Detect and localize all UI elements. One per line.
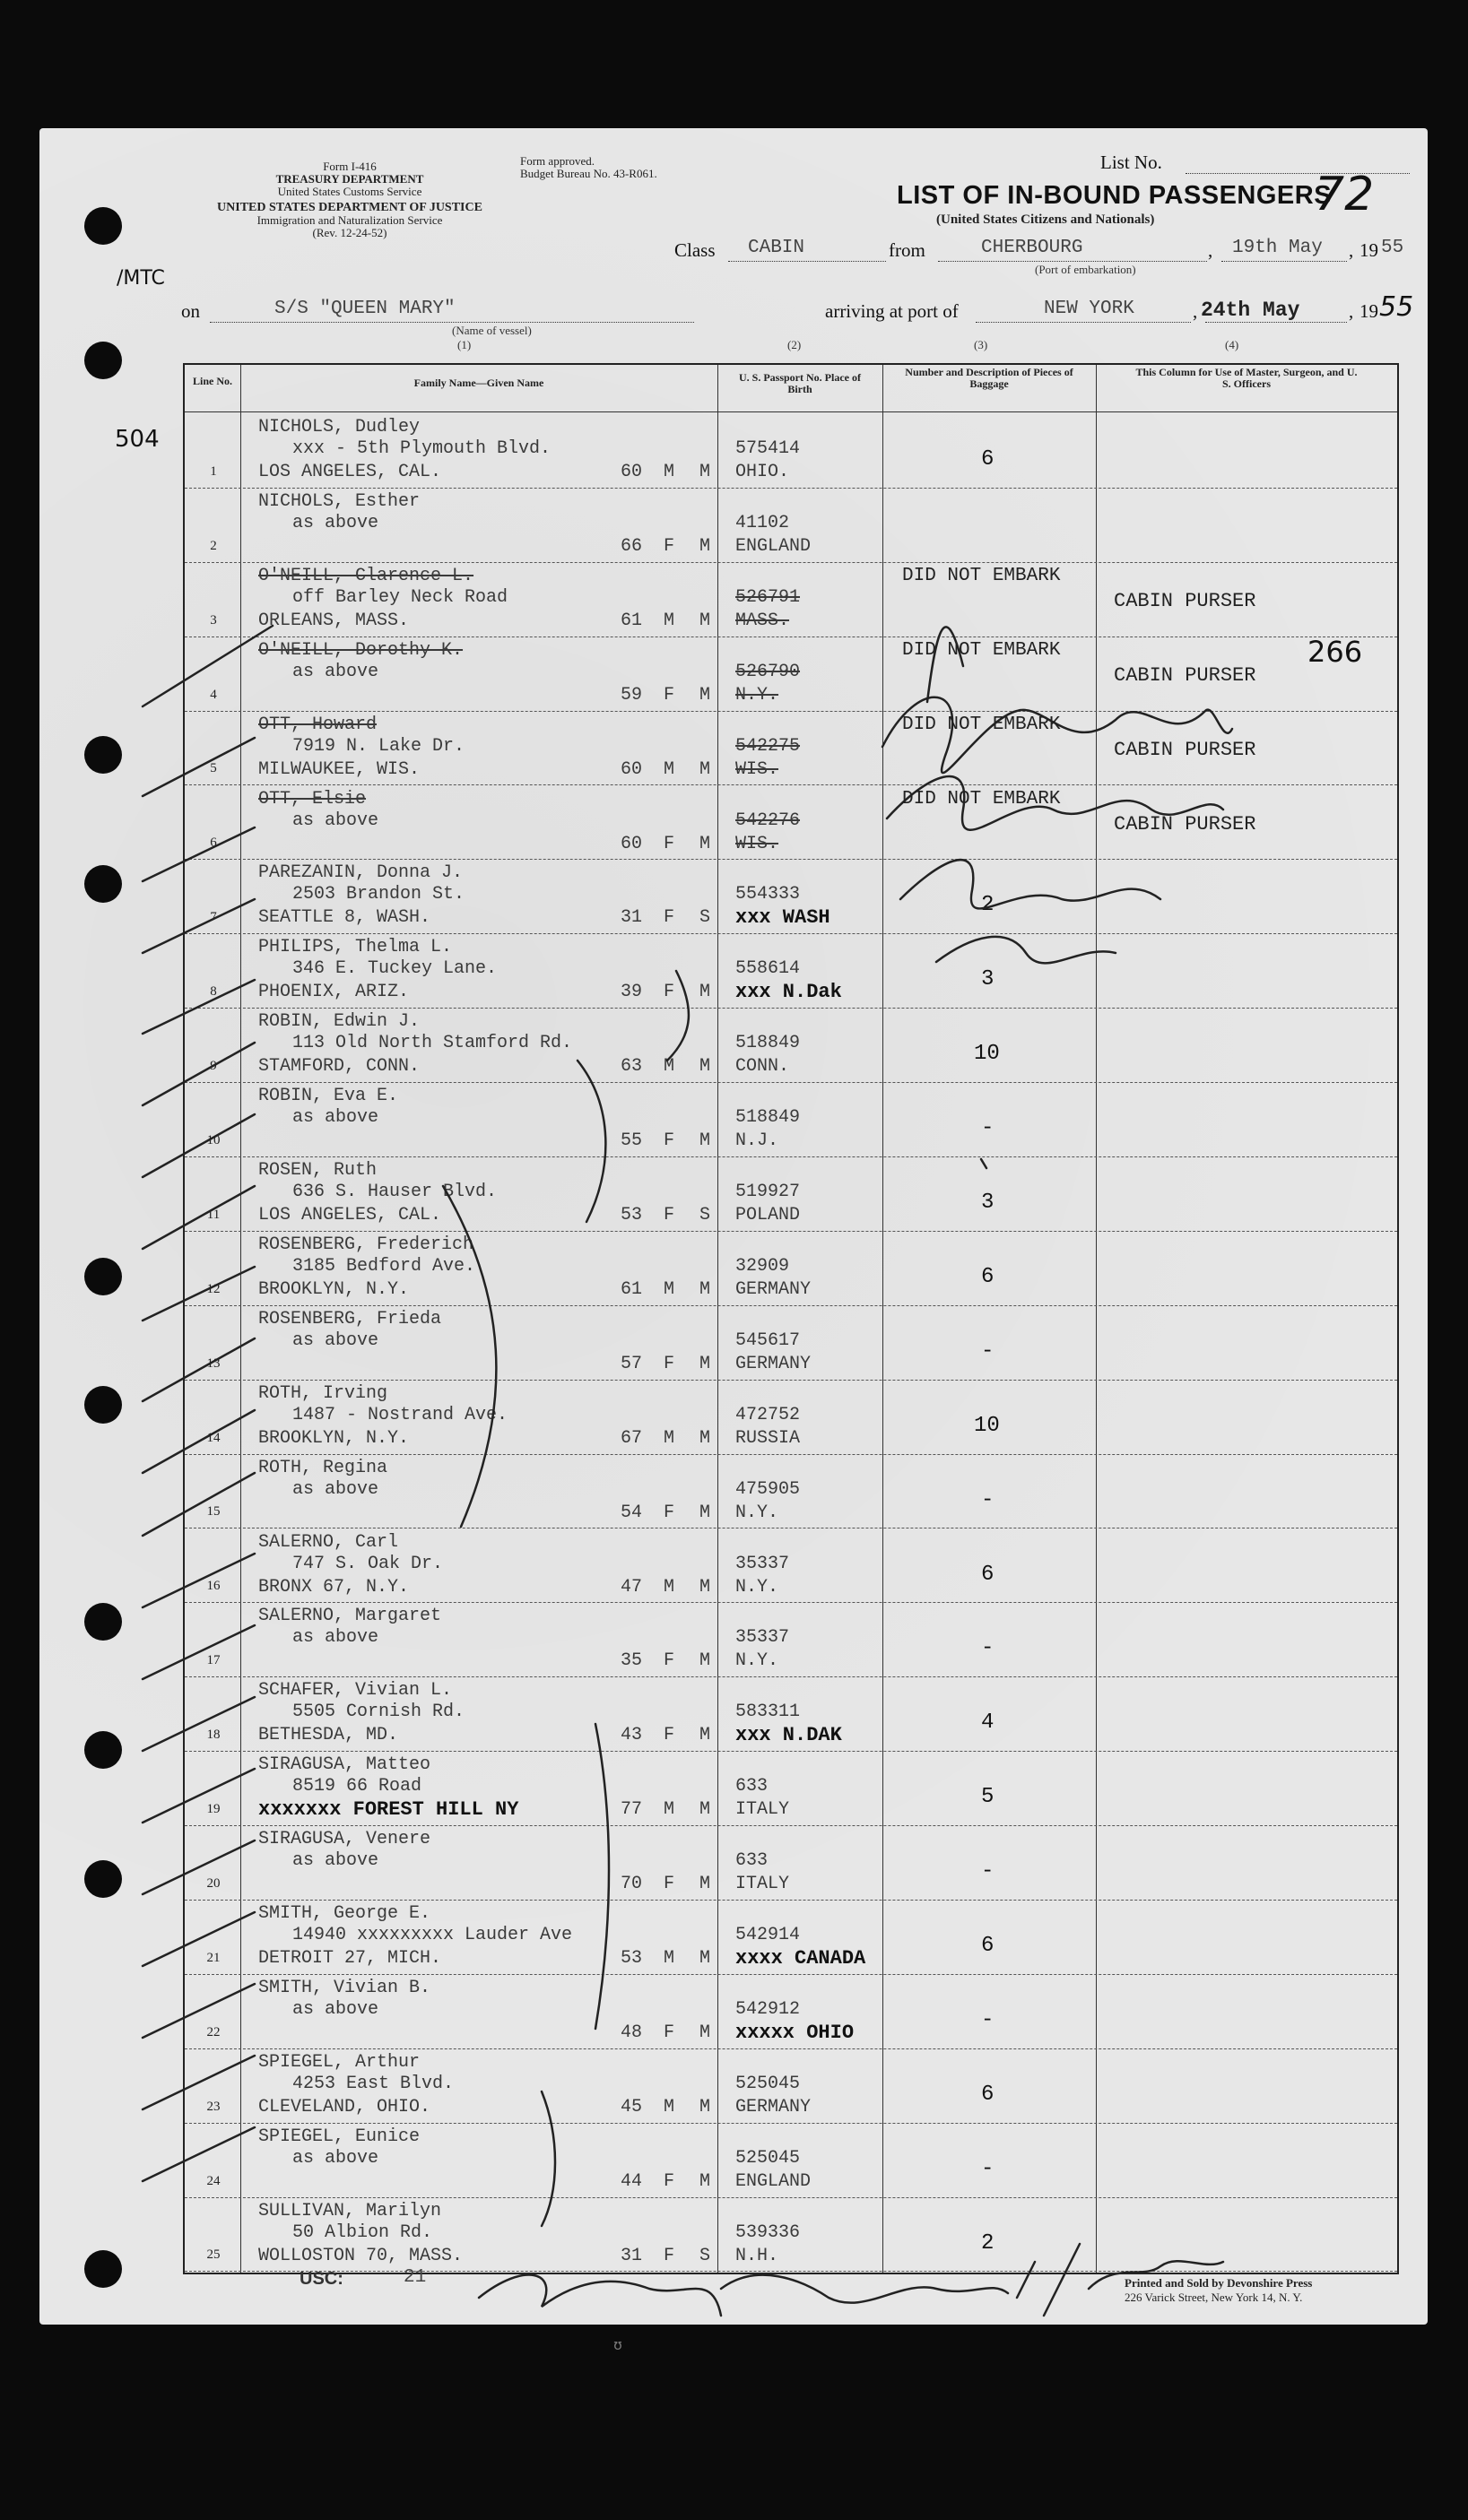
place-of-birth: MASS. bbox=[735, 610, 790, 631]
baggage-note: DID NOT EMBARK bbox=[902, 639, 1061, 661]
address-line-1: as above bbox=[292, 1478, 379, 1500]
ins-service: Immigration and Naturalization Service bbox=[256, 213, 443, 227]
passport-number: 35337 bbox=[735, 1553, 790, 1574]
passenger-name: NICHOLS, Esther bbox=[258, 490, 421, 512]
passenger-name: O'NEILL, Clarence L. bbox=[258, 565, 474, 586]
baggage-count: 6 bbox=[981, 1562, 995, 1587]
line-number: 13 bbox=[206, 1355, 221, 1371]
col-head-officers: This Column for Use of Master, Surgeon, and U. S. Officers bbox=[1135, 366, 1358, 390]
line-number: 25 bbox=[206, 2247, 221, 2263]
sex: F bbox=[664, 1130, 675, 1152]
address-line-2: xxxxxxx FOREST HILL NY bbox=[258, 1798, 519, 1822]
usc-value: 21 bbox=[404, 2267, 427, 2288]
sex: M bbox=[664, 1278, 675, 1300]
address-line-1: as above bbox=[292, 2147, 379, 2169]
address-line-1: 50 Albion Rd. bbox=[292, 2221, 433, 2243]
line-number: 11 bbox=[206, 1207, 221, 1222]
passenger-name: SPIEGEL, Eunice bbox=[258, 2126, 421, 2147]
baggage-count: - bbox=[981, 2156, 995, 2181]
address-line-2: BRONX 67, N.Y. bbox=[258, 1576, 410, 1598]
age: 45 bbox=[621, 2096, 643, 2117]
place-of-birth: ENGLAND bbox=[735, 2170, 812, 2192]
from-value: CHERBOURG bbox=[981, 238, 1083, 258]
marital-status: M bbox=[699, 1650, 711, 1672]
age: 60 bbox=[621, 462, 643, 482]
col-marker-2: (2) bbox=[787, 338, 802, 351]
line-number: 4 bbox=[210, 687, 217, 702]
baggage-count: - bbox=[981, 1487, 995, 1512]
depart-year-prefix: 19 bbox=[1359, 239, 1378, 261]
line-number: 1 bbox=[210, 463, 217, 479]
baggage-count: - bbox=[981, 1859, 995, 1884]
budget-bureau: Budget Bureau No. 43-R061. bbox=[520, 167, 657, 180]
passenger-name: ROSEN, Ruth bbox=[258, 1160, 378, 1181]
document-title: LIST OF IN-BOUND PASSENGERS bbox=[897, 181, 1333, 210]
arriving-label: arriving at port of bbox=[825, 300, 959, 322]
passport-number: 41102 bbox=[735, 512, 790, 533]
address-line-1: 3185 Bedford Ave. bbox=[292, 1255, 476, 1277]
address-line-2: DETROIT 27, MICH. bbox=[258, 1948, 442, 1969]
revision-date: (Rev. 12-24-52) bbox=[312, 226, 387, 239]
sex: M bbox=[664, 1948, 675, 1969]
passport-number: 583311 bbox=[735, 1702, 801, 1723]
form-approved: Form approved. bbox=[520, 154, 595, 168]
treasury-department: TREASURY DEPARTMENT bbox=[275, 172, 424, 186]
printer-line-2: 226 Varick Street, New York 14, N. Y. bbox=[1125, 2291, 1303, 2304]
place-of-birth: POLAND bbox=[735, 1205, 801, 1225]
passport-number: 525045 bbox=[735, 2147, 801, 2169]
marital-status: M bbox=[699, 2022, 711, 2043]
passenger-name: NICHOLS, Dudley bbox=[258, 417, 421, 437]
address-line-2: BETHESDA, MD. bbox=[258, 1725, 399, 1746]
line-number: 7 bbox=[210, 910, 217, 925]
on-label: on bbox=[181, 300, 200, 322]
age: 60 bbox=[621, 833, 643, 854]
place-of-birth: xxx N.DAK bbox=[735, 1724, 842, 1747]
sex: M bbox=[664, 758, 675, 780]
age: 44 bbox=[621, 2170, 643, 2192]
place-of-birth: N.Y. bbox=[735, 684, 779, 706]
address-line-2: STAMFORD, CONN. bbox=[258, 1056, 421, 1078]
address-line-2: PHOENIX, ARIZ. bbox=[258, 982, 410, 1003]
sex: F bbox=[664, 1874, 675, 1895]
marital-status: M bbox=[699, 1427, 711, 1449]
address-line-1: 1487 - Nostrand Ave. bbox=[292, 1404, 508, 1425]
sex: M bbox=[664, 2096, 675, 2117]
sex: M bbox=[664, 462, 675, 482]
comma: , bbox=[1349, 300, 1354, 322]
place-of-birth: N.Y. bbox=[735, 1576, 779, 1598]
age: 59 bbox=[621, 684, 643, 706]
baggage-count: 4 bbox=[981, 1710, 995, 1736]
passport-number: 526790 bbox=[735, 661, 801, 682]
line-number: 5 bbox=[210, 761, 217, 776]
passenger-name: SIRAGUSA, Matteo bbox=[258, 1754, 431, 1776]
passenger-name: SCHAFER, Vivian L. bbox=[258, 1680, 453, 1702]
address-line-1: 8519 66 Road bbox=[292, 1776, 422, 1797]
from-label: from bbox=[889, 239, 925, 261]
marital-status: M bbox=[699, 2096, 711, 2117]
passenger-name: SMITH, George E. bbox=[258, 1903, 431, 1924]
customs-service: United States Customs Service bbox=[277, 185, 422, 198]
passenger-name: PHILIPS, Thelma L. bbox=[258, 937, 453, 958]
place-of-birth: ENGLAND bbox=[735, 535, 812, 557]
line-number: 15 bbox=[206, 1504, 221, 1520]
marital-status: S bbox=[699, 1205, 711, 1225]
place-of-birth: ITALY bbox=[735, 1874, 790, 1895]
list-number: 72 bbox=[1315, 168, 1375, 221]
age: 54 bbox=[621, 1502, 643, 1523]
passport-number: 518849 bbox=[735, 1033, 801, 1054]
col-marker-4: (4) bbox=[1225, 338, 1239, 351]
officer-remark: CABIN PURSER bbox=[1114, 663, 1256, 687]
line-number: 23 bbox=[206, 2099, 221, 2114]
arrival-date: 24th May bbox=[1201, 299, 1300, 322]
baggage-count: - bbox=[981, 1116, 995, 1141]
marital-status: M bbox=[699, 462, 711, 482]
list-no-label: List No. bbox=[1100, 152, 1162, 173]
sex: F bbox=[664, 1725, 675, 1746]
address-line-1: xxx - 5th Plymouth Blvd. bbox=[292, 438, 552, 459]
age: 57 bbox=[621, 1353, 643, 1374]
passport-number: 554333 bbox=[735, 884, 801, 905]
baggage-count: 10 bbox=[974, 1042, 1000, 1067]
address-line-2: LOS ANGELES, CAL. bbox=[258, 1205, 442, 1225]
passport-number: 525045 bbox=[735, 2073, 801, 2094]
port-embarkation-caption: (Port of embarkation) bbox=[1035, 263, 1136, 276]
line-number: 10 bbox=[206, 1132, 221, 1147]
passenger-name: ROSENBERG, Frederich bbox=[258, 1234, 474, 1255]
class-label: Class bbox=[674, 239, 716, 261]
address-line-2: BROOKLYN, N.Y. bbox=[258, 1278, 410, 1300]
address-line-1: as above bbox=[292, 810, 379, 831]
address-line-1: as above bbox=[292, 661, 379, 682]
sex: F bbox=[664, 684, 675, 706]
address-line-1: 14940 xxxxxxxxx Lauder Ave bbox=[292, 1925, 573, 1945]
place-of-birth: CONN. bbox=[735, 1056, 790, 1078]
hand-number: 266 bbox=[1307, 635, 1363, 669]
line-number: 22 bbox=[206, 2024, 221, 2039]
address-line-2: ORLEANS, MASS. bbox=[258, 610, 410, 631]
place-of-birth: GERMANY bbox=[735, 1278, 812, 1300]
line-number: 24 bbox=[206, 2173, 221, 2188]
sex: F bbox=[664, 2022, 675, 2043]
line-number: 21 bbox=[206, 1950, 221, 1965]
age: 66 bbox=[621, 535, 643, 557]
baggage-count: 2 bbox=[981, 893, 995, 918]
age: 39 bbox=[621, 982, 643, 1003]
passport-number: 545617 bbox=[735, 1329, 801, 1351]
place-of-birth: N.J. bbox=[735, 1130, 779, 1152]
age: 43 bbox=[621, 1725, 643, 1746]
baggage-count: 2 bbox=[981, 2230, 995, 2256]
baggage-count: 10 bbox=[974, 1413, 1000, 1438]
place-of-birth: WIS. bbox=[735, 833, 779, 854]
passport-number: 472752 bbox=[735, 1404, 801, 1425]
passport-number: 526791 bbox=[735, 586, 801, 608]
passenger-name: OTT, Elsie bbox=[258, 788, 367, 810]
place-of-birth: OHIO. bbox=[735, 462, 790, 482]
age: 55 bbox=[621, 1130, 643, 1152]
address-line-1: 5505 Cornish Rd. bbox=[292, 1702, 465, 1723]
passenger-name: SALERNO, Margaret bbox=[258, 1606, 442, 1627]
marital-status: M bbox=[699, 610, 711, 631]
sex: F bbox=[664, 535, 675, 557]
marital-status: M bbox=[699, 1874, 711, 1895]
line-number: 19 bbox=[206, 1802, 221, 1817]
address-line-1: as above bbox=[292, 1107, 379, 1129]
marital-status: M bbox=[699, 1502, 711, 1523]
address-line-1: as above bbox=[292, 1329, 379, 1351]
age: 77 bbox=[621, 1799, 643, 1821]
address-line-1: 346 E. Tuckey Lane. bbox=[292, 958, 498, 980]
age: 53 bbox=[621, 1205, 643, 1225]
address-line-1: 7919 N. Lake Dr. bbox=[292, 735, 465, 757]
sex: F bbox=[664, 1650, 675, 1672]
sex: M bbox=[664, 1799, 675, 1821]
place-of-birth: RUSSIA bbox=[735, 1427, 801, 1449]
depart-year-suffix: 55 bbox=[1381, 238, 1404, 258]
marital-status: S bbox=[699, 2245, 711, 2266]
marital-status: M bbox=[699, 1799, 711, 1821]
baggage-count: - bbox=[981, 2007, 995, 2032]
age: 48 bbox=[621, 2022, 643, 2043]
baggage-count: - bbox=[981, 1636, 995, 1661]
passenger-name: OTT, Howard bbox=[258, 714, 378, 735]
marital-status: M bbox=[699, 2170, 711, 2192]
baggage-count: 6 bbox=[981, 2082, 995, 2107]
marital-status: M bbox=[699, 758, 711, 780]
sex: F bbox=[664, 1502, 675, 1523]
arrival-port: NEW YORK bbox=[1044, 299, 1134, 319]
baggage-count: 6 bbox=[981, 1264, 995, 1289]
form-number: Form I-416 bbox=[323, 160, 377, 173]
place-of-birth: N.Y. bbox=[735, 1650, 779, 1672]
marital-status: M bbox=[699, 684, 711, 706]
place-of-birth: N.Y. bbox=[735, 1502, 779, 1523]
address-line-2: MILWAUKEE, WIS. bbox=[258, 758, 421, 780]
line-number: 3 bbox=[210, 612, 217, 628]
passenger-name: ROTH, Regina bbox=[258, 1457, 388, 1478]
address-line-1: as above bbox=[292, 1998, 379, 2020]
marital-status: M bbox=[699, 535, 711, 557]
place-of-birth: N.H. bbox=[735, 2245, 779, 2266]
age: 35 bbox=[621, 1650, 643, 1672]
passport-number: 633 bbox=[735, 1776, 769, 1797]
comma: , bbox=[1208, 239, 1213, 261]
line-number: 6 bbox=[210, 836, 217, 851]
marital-status: M bbox=[699, 1576, 711, 1598]
passenger-name: SALERNO, Carl bbox=[258, 1531, 399, 1553]
sex: F bbox=[664, 1205, 675, 1225]
passenger-name: ROBIN, Edwin J. bbox=[258, 1011, 421, 1033]
address-line-2: BROOKLYN, N.Y. bbox=[258, 1427, 410, 1449]
age: 67 bbox=[621, 1427, 643, 1449]
arrival-year-suffix: 55 bbox=[1379, 291, 1414, 323]
place-of-birth: xxxxx OHIO bbox=[735, 2021, 855, 2044]
address-line-1: 747 S. Oak Dr. bbox=[292, 1553, 444, 1574]
marital-status: M bbox=[699, 982, 711, 1003]
passport-number: 475905 bbox=[735, 1478, 801, 1500]
comma: , bbox=[1349, 239, 1354, 261]
baggage-note: DID NOT EMBARK bbox=[902, 714, 1061, 735]
baggage-count: 3 bbox=[981, 967, 995, 992]
age: 31 bbox=[621, 907, 643, 929]
col-marker-1: (1) bbox=[457, 338, 472, 351]
age: 60 bbox=[621, 758, 643, 780]
passport-number: 542276 bbox=[735, 810, 801, 831]
passport-number: 32909 bbox=[735, 1255, 790, 1277]
address-line-1: as above bbox=[292, 1627, 379, 1649]
age: 70 bbox=[621, 1874, 643, 1895]
sex: F bbox=[664, 982, 675, 1003]
sex: M bbox=[664, 1427, 675, 1449]
officer-remark: CABIN PURSER bbox=[1114, 589, 1256, 612]
passport-number: 519927 bbox=[735, 1182, 801, 1202]
passenger-name: SIRAGUSA, Venere bbox=[258, 1829, 431, 1850]
passport-number: 558614 bbox=[735, 958, 801, 980]
sex: F bbox=[664, 833, 675, 854]
baggage-note: DID NOT EMBARK bbox=[902, 788, 1061, 810]
line-number: 8 bbox=[210, 984, 217, 1000]
passenger-name: ROTH, Irving bbox=[258, 1382, 388, 1404]
sex: M bbox=[664, 1576, 675, 1598]
age: 61 bbox=[621, 1278, 643, 1300]
place-of-birth: xxxx CANADA bbox=[735, 1947, 866, 1970]
officer-remark: CABIN PURSER bbox=[1114, 738, 1256, 761]
marital-status: M bbox=[699, 1278, 711, 1300]
bottom-mark: ʊ bbox=[613, 2336, 622, 2353]
age: 53 bbox=[621, 1948, 643, 1969]
marital-status: M bbox=[699, 1725, 711, 1746]
marital-status: M bbox=[699, 1056, 711, 1078]
justice-department: UNITED STATES DEPARTMENT OF JUSTICE bbox=[217, 201, 482, 214]
passport-number: 542275 bbox=[735, 735, 801, 757]
address-line-2: LOS ANGELES, CAL. bbox=[258, 462, 442, 482]
marital-status: M bbox=[699, 833, 711, 854]
baggage-count: 6 bbox=[981, 1934, 995, 1958]
address-line-1: 2503 Brandon St. bbox=[292, 884, 465, 905]
passport-number: 539336 bbox=[735, 2221, 801, 2243]
arrival-year-prefix: 19 bbox=[1359, 300, 1378, 322]
passport-number: 518849 bbox=[735, 1107, 801, 1129]
passenger-name: ROBIN, Eva E. bbox=[258, 1086, 399, 1107]
col-head-baggage: Number and Description of Pieces of Baggage bbox=[905, 366, 1073, 390]
age: 47 bbox=[621, 1576, 643, 1598]
passenger-name: PAREZANIN, Donna J. bbox=[258, 862, 464, 884]
address-line-1: as above bbox=[292, 1850, 379, 1872]
sex: F bbox=[664, 907, 675, 929]
passenger-name: SPIEGEL, Arthur bbox=[258, 2051, 421, 2073]
sex: M bbox=[664, 610, 675, 631]
place-of-birth: ITALY bbox=[735, 1799, 790, 1821]
age: 61 bbox=[621, 610, 643, 631]
baggage-count: - bbox=[981, 1338, 995, 1364]
comma: , bbox=[1193, 300, 1198, 322]
place-of-birth: GERMANY bbox=[735, 1353, 812, 1374]
age: 63 bbox=[621, 1056, 643, 1078]
place-of-birth: xxx N.Dak bbox=[735, 981, 842, 1004]
passenger-name: SMITH, Vivian B. bbox=[258, 1977, 431, 1998]
baggage-count: 5 bbox=[981, 1785, 995, 1810]
passenger-name: O'NEILL, Dorothy K. bbox=[258, 639, 464, 661]
document-page bbox=[39, 128, 1428, 2325]
officer-remark: CABIN PURSER bbox=[1114, 812, 1256, 836]
place-of-birth: xxx WASH bbox=[735, 906, 830, 930]
col-head-name: Family Name—Given Name bbox=[413, 377, 544, 389]
marital-status: S bbox=[699, 907, 711, 929]
col-head-passport: U. S. Passport No. Place of Birth bbox=[739, 371, 861, 395]
passport-number: 542914 bbox=[735, 1925, 801, 1945]
depart-date: 19th May bbox=[1232, 238, 1323, 258]
line-number: 20 bbox=[206, 1875, 221, 1891]
line-number: 12 bbox=[206, 1281, 221, 1296]
line-number: 16 bbox=[206, 1579, 221, 1594]
vessel-name: S/S "QUEEN MARY" bbox=[274, 299, 456, 319]
address-line-1: 636 S. Hauser Blvd. bbox=[292, 1182, 498, 1202]
sex: M bbox=[664, 1056, 675, 1078]
passport-number: 633 bbox=[735, 1850, 769, 1872]
passenger-name: ROSENBERG, Frieda bbox=[258, 1308, 442, 1329]
handwriting-overlay bbox=[39, 128, 1428, 2325]
marital-status: M bbox=[699, 1353, 711, 1374]
address-line-2: CLEVELAND, OHIO. bbox=[258, 2096, 431, 2117]
class-value: CABIN bbox=[748, 238, 805, 258]
line-number: 14 bbox=[206, 1430, 221, 1445]
baggage-note: DID NOT EMBARK bbox=[902, 565, 1061, 586]
baggage-count: 3 bbox=[981, 1191, 995, 1215]
passenger-name: SULLIVAN, Marilyn bbox=[258, 2200, 442, 2221]
address-line-1: 113 Old North Stamford Rd. bbox=[292, 1033, 573, 1054]
printer-line-1: Printed and Sold by Devonshire Press bbox=[1125, 2276, 1313, 2290]
passport-number: 575414 bbox=[735, 438, 801, 459]
address-line-2: WOLLOSTON 70, MASS. bbox=[258, 2245, 464, 2266]
baggage-count: 6 bbox=[981, 447, 995, 472]
place-of-birth: GERMANY bbox=[735, 2096, 812, 2117]
sex: F bbox=[664, 1353, 675, 1374]
address-line-2: SEATTLE 8, WASH. bbox=[258, 907, 431, 929]
sex: F bbox=[664, 2245, 675, 2266]
age: 31 bbox=[621, 2245, 643, 2266]
address-line-1: 4253 East Blvd. bbox=[292, 2073, 455, 2094]
vessel-caption: (Name of vessel) bbox=[452, 324, 532, 337]
address-line-1: off Barley Neck Road bbox=[292, 586, 508, 608]
col-head-line-no: Line No. bbox=[192, 375, 232, 387]
line-number: 17 bbox=[206, 1653, 221, 1668]
col-marker-3: (3) bbox=[974, 338, 988, 351]
passport-number: 35337 bbox=[735, 1627, 790, 1649]
marital-status: M bbox=[699, 1948, 711, 1969]
line-number: 2 bbox=[210, 538, 217, 553]
place-of-birth: WIS. bbox=[735, 758, 779, 780]
address-line-1: as above bbox=[292, 512, 379, 533]
marital-status: M bbox=[699, 1130, 711, 1152]
passport-number: 542912 bbox=[735, 1998, 801, 2020]
usc-label: USC: bbox=[300, 2269, 343, 2289]
sex: F bbox=[664, 2170, 675, 2192]
line-number: 18 bbox=[206, 1728, 221, 1743]
line-number: 9 bbox=[210, 1059, 217, 1074]
document-subtitle: (United States Citizens and Nationals) bbox=[936, 212, 1155, 227]
hand-line-number: 504 bbox=[115, 426, 160, 453]
margin-note: /MTC bbox=[117, 267, 165, 290]
